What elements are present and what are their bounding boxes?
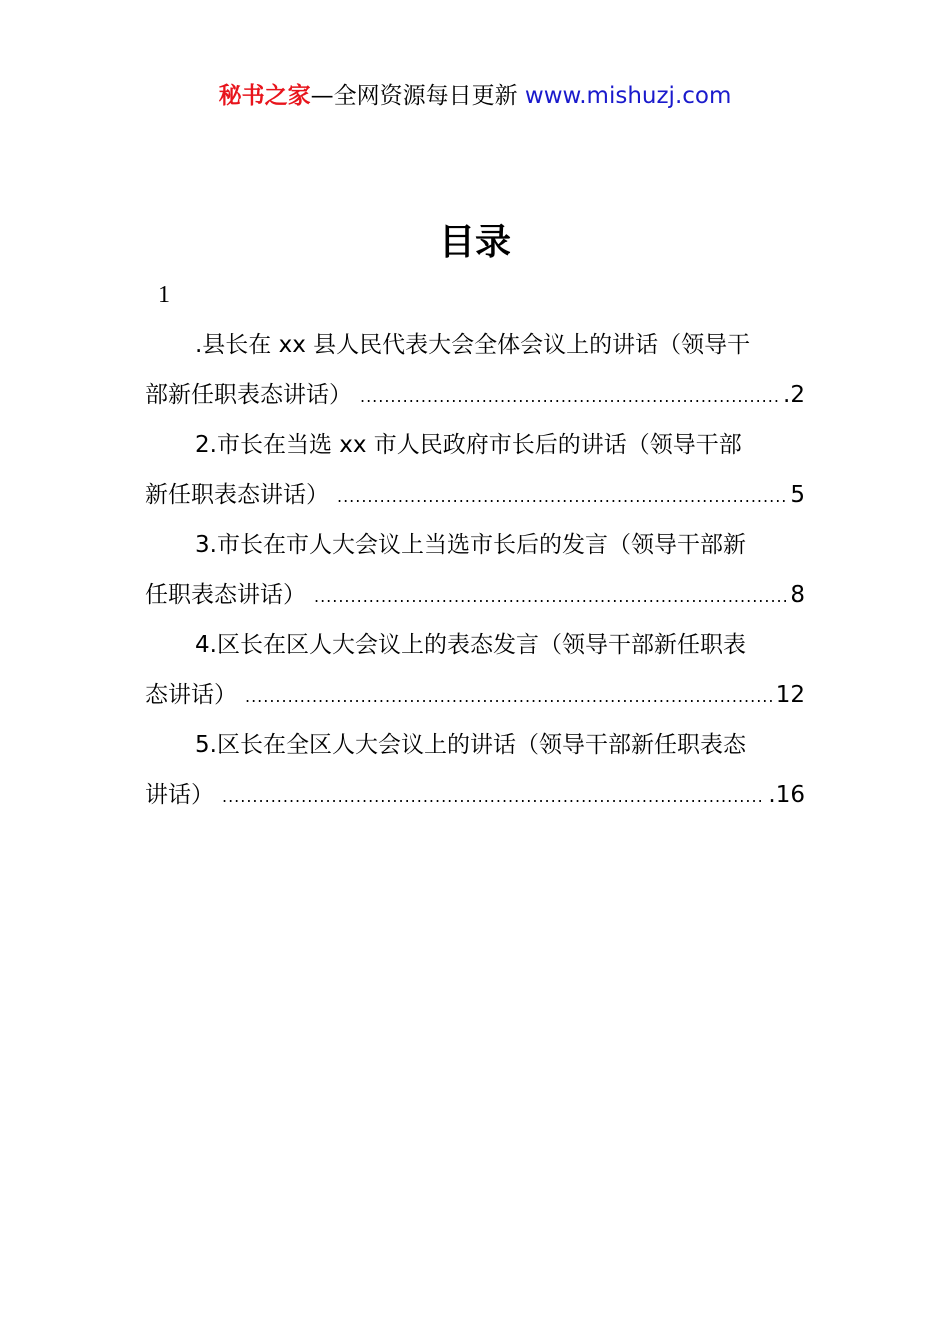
- leader-dots: [337, 472, 786, 522]
- toc-page-number: 12: [775, 682, 805, 708]
- page-title: 目录: [438, 221, 511, 263]
- leader-dots: [360, 372, 779, 422]
- stray-number: 1: [158, 282, 170, 308]
- toc-entry-title: 5.区长在全区人大会议上的讲话（领导干部新任职表态: [195, 732, 746, 758]
- slogan: —全网资源每日更新: [310, 83, 518, 109]
- toc-page-number: 5: [790, 482, 805, 508]
- toc-page-number: 8: [790, 582, 805, 608]
- toc-entry-title-cont: 讲话）: [145, 782, 214, 808]
- toc-entry-2[interactable]: [145, 420, 805, 520]
- toc-entry-1[interactable]: [145, 320, 805, 420]
- toc-entry-5[interactable]: [145, 720, 805, 820]
- toc-page-number: .16: [768, 782, 805, 808]
- toc-entry-title: 4.区长在区人大会议上的表态发言（领导干部新任职表: [195, 632, 746, 658]
- toc-entry-4[interactable]: [145, 620, 805, 720]
- brand-name: 秘书之家: [218, 83, 311, 109]
- toc-entry-title: 3.市长在市人大会议上当选市长后的发言（领导干部新: [195, 532, 746, 558]
- toc-entry-title: 2.市长在当选 xx 市人民政府市长后的讲话（领导干部: [195, 432, 742, 458]
- toc-entry-title-cont: 任职表态讲话）: [145, 582, 306, 608]
- toc-entry-3[interactable]: [145, 520, 805, 620]
- table-of-contents: [145, 320, 805, 820]
- toc-entry-title: .县长在 xx 县人民代表大会全体会议上的讲话（领导干: [195, 332, 751, 358]
- toc-page-number: .2: [783, 382, 805, 408]
- site-banner: [0, 80, 950, 112]
- leader-dots: [222, 772, 764, 822]
- toc-entry-title-cont: 态讲话）: [145, 682, 237, 708]
- leader-dots: [314, 572, 786, 622]
- leader-dots: [245, 672, 772, 722]
- site-url[interactable]: www.mishuzj.com: [524, 83, 732, 109]
- toc-entry-title-cont: 新任职表态讲话）: [145, 482, 329, 508]
- toc-entry-title-cont: 部新任职表态讲话）: [145, 382, 352, 408]
